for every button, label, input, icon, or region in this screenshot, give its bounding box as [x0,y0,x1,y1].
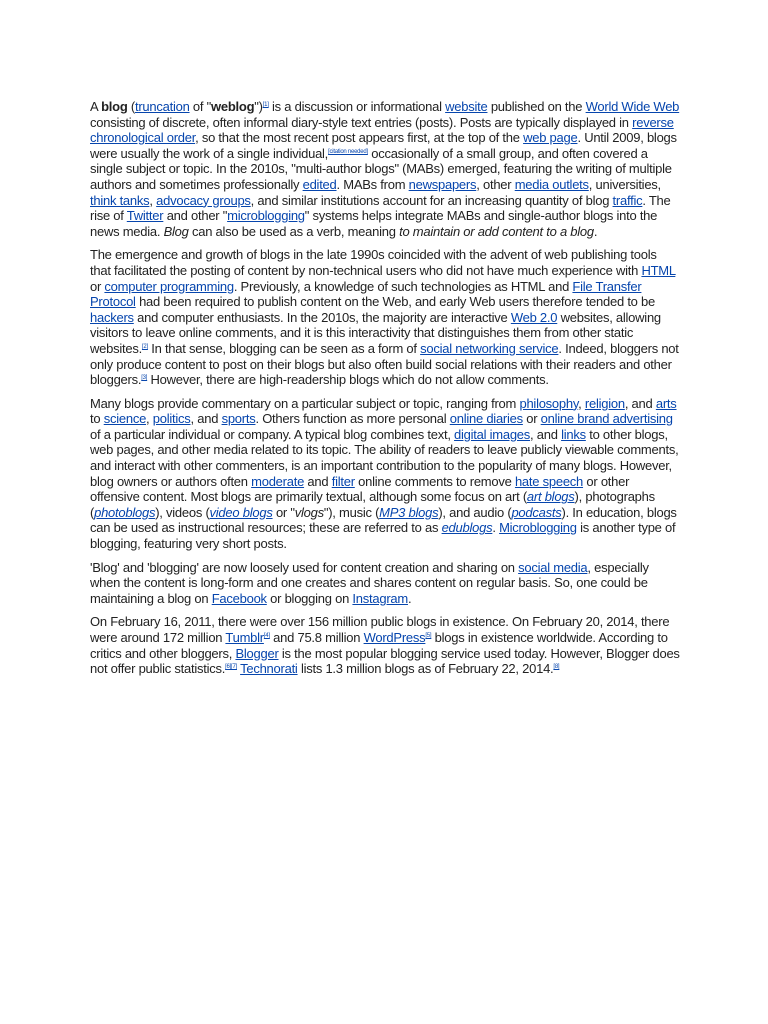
body-text: . Previously, a knowledge of such technologies as HTML and [233,278,573,294]
article-link[interactable]: newspapers [408,176,477,192]
body-text: weblog [211,99,255,114]
article-link[interactable]: hate speech [514,473,584,489]
body-text: or other offensive content. Most blogs are primarily textual, although some focus on art ( [90,473,630,505]
body-text: . Until 2009, blogs were usually the work of a single individual, [90,130,677,161]
body-text: Many blogs provide commentary on a particular subject or topic, ranging from [90,395,520,411]
article-link[interactable]: Instagram [352,590,408,606]
body-text: On February 16, 2011, there were over 156 million public blogs in existence. On February 20, 2014, there were around 172 million [90,614,670,645]
reference-link[interactable]: [citation needed] [328,148,368,155]
body-text: vlogs [294,504,324,520]
article-link[interactable]: hackers [90,309,134,325]
article-link[interactable]: Facebook [211,590,267,606]
body-text: or [90,278,105,294]
article-link[interactable]: traffic [612,192,643,208]
article-link[interactable]: WordPress [363,630,426,645]
article-link[interactable]: podcasts [511,504,562,520]
body-text: , other [476,176,515,192]
article-link[interactable]: truncation [134,99,190,114]
article-link[interactable]: MP3 blogs [379,504,439,520]
body-text: ), videos ( [155,504,210,520]
reference-link[interactable]: [5] [425,633,432,639]
reference-link[interactable]: [2] [141,343,148,350]
article-link[interactable]: online diaries [449,411,523,427]
reference-link[interactable]: [6][7] [225,664,237,671]
body-text: 'Blog' and 'blogging' are now loosely used for content creation and sharing on [90,559,519,575]
body-text: , [146,411,153,427]
body-text: In that sense, blogging can be seen as a form of [147,340,421,356]
article-link[interactable]: Web 2.0 [510,309,558,325]
article-link[interactable]: photoblogs [94,504,156,520]
body-text: of " [189,99,211,114]
article-link[interactable]: philosophy [519,395,579,411]
paragraph-social-media [90,560,680,607]
article-link[interactable]: science [103,411,147,427]
article-link[interactable]: microblogging [227,208,305,224]
body-text: blogs in existence worldwide. According to critics and other bloggers, [90,630,668,661]
article-link[interactable]: social networking service [420,340,559,356]
body-text: is the most popular blogging service used today. However, Blogger does not offer public statistics. [90,645,680,677]
body-text: to other blogs, web pages, and other media related to its topic. The ability of readers to leave publicly viewable comments, and interact with other commenters, is an important contribution to the popularity of many blogs. However, blog owners or authors often [90,426,679,489]
article-link[interactable]: computer programming [104,278,234,294]
article-link[interactable]: filter [331,473,355,489]
article-link[interactable]: HTML [641,262,676,278]
body-text: " systems helps integrate MABs and single-author blogs into the news media. [90,208,658,239]
article-link[interactable]: moderate [251,473,305,489]
paragraph-definition [90,99,680,239]
article-body [90,99,680,685]
paragraph-topics [90,396,680,552]
article-link[interactable]: web page [523,130,578,146]
article-link[interactable]: digital images [454,426,531,442]
reference-superscript [225,664,237,670]
body-text: . [593,223,598,239]
body-text: , and similar institutions account for an increasing quantity of blog [250,192,613,208]
article-link[interactable]: Tumblr [225,630,264,645]
body-text: or blogging on [266,590,353,606]
body-text: blog [101,99,128,114]
article-link[interactable]: edited [302,176,337,192]
article-link[interactable]: Blogger [235,645,279,661]
body-text: to maintain or add content to a blog [399,223,594,239]
article-link[interactable]: advocacy groups [156,192,251,208]
body-text: ), and audio ( [438,504,512,520]
article-link[interactable]: politics [152,411,191,427]
body-text: can also be used as a verb, meaning [188,223,400,239]
body-text: ") [254,99,263,114]
article-link[interactable]: Microblogging [499,520,577,536]
body-text: and computer enthusiasts. In the 2010s, the majority are interactive [133,309,511,325]
article-link[interactable]: art blogs [526,489,575,505]
body-text: online comments to remove [354,473,515,489]
article-link[interactable]: media outlets [514,176,589,192]
body-text: "), music ( [323,504,380,520]
body-text: ). In education, blogs can be used as instructional resources; these are referred to as [90,504,677,536]
body-text: . The rise of [90,192,671,224]
body-text: had been required to publish content on the Web, and early Web users therefore tended to be [135,294,655,310]
paragraph-statistics [90,614,680,676]
article-link[interactable]: think tanks [90,192,150,208]
body-text: , [149,192,157,208]
body-text: lists 1.3 million blogs as of February 22, 2014. [297,661,554,677]
article-link[interactable]: File Transfer Protocol [90,278,642,310]
article-link[interactable]: Twitter [126,208,164,224]
reference-link[interactable]: [3] [141,375,148,382]
body-text: is another type of blogging, featuring very short posts. [90,520,676,552]
body-text: However, there are high-readership blogs which do not allow comments. [147,372,549,388]
body-text: and [304,473,332,489]
reference-superscript [328,149,368,155]
reference-link[interactable]: [4] [263,633,270,639]
body-text: and other " [163,208,228,224]
body-text: occasionally of a small group, and often covered a single subject or topic. In the 2010s, "multi-author blogs" (MABs) emerged, featuring the writing of multiple authors and sometimes professionally [90,145,672,192]
body-text: published on the [487,99,586,114]
body-text: ), photographs ( [90,489,655,520]
article-link[interactable]: website [445,99,488,114]
reference-link[interactable]: [8] [553,664,560,671]
body-text: , universities, [588,176,661,192]
article-link[interactable]: edublogs [441,520,493,536]
reference-superscript [553,664,559,670]
body-text: websites, allowing visitors to leave online comments, and it is this interactivity that distinguishes them from other static websites. [90,309,661,356]
body-text: , and [624,395,656,411]
article-link[interactable]: reverse chronological order [90,114,674,146]
article-link[interactable]: video blogs [209,504,273,520]
body-text: . Indeed, bloggers not only produce content to post on their blogs but also often build social relations with their readers and other bloggers. [90,340,679,388]
paragraph-history [90,247,680,387]
body-text: , especially when the content is long-form and one creates and shares content on regular basis. So, one could be maintaining a blog on [90,559,649,606]
body-text: , [578,395,585,411]
article-link[interactable]: World Wide Web [585,99,680,114]
body-text: Blog [163,223,189,239]
article-link[interactable]: online brand advertising [540,411,673,427]
body-text: . [407,590,412,606]
body-text: or " [272,504,295,520]
body-text: The emergence and growth of blogs in the late 1990s coincided with the advent of web publishing tools that facilitated the posting of content by non-technical users who did not have much experience with [90,247,657,278]
article-link[interactable]: Technorati [240,661,298,677]
body-text: is a discussion or informational [268,99,446,114]
body-text: and 75.8 million [269,630,364,645]
body-text: . Others function as more personal [255,411,450,427]
article-link[interactable]: social media [518,559,588,575]
body-text: ( [127,99,135,114]
body-text: , so that the most recent post appears first, at the top of the [195,130,524,146]
body-text: consisting of discrete, often informal diary-style text entries (posts). Posts are typically displayed in [90,114,633,130]
reference-link[interactable]: [1] [262,102,269,108]
article-link[interactable]: links [561,426,586,442]
body-text: of a particular individual or company. A typical blog combines text, [90,426,455,442]
body-text: . [492,520,500,536]
body-text: , and [190,411,222,427]
body-text: A [90,99,102,114]
body-text: . MABs from [336,176,409,192]
body-text: to [90,411,104,427]
body-text: or [522,411,541,427]
body-text: , and [530,426,562,442]
article-link[interactable]: religion [584,395,625,411]
article-link[interactable]: sports [221,411,256,427]
article-link[interactable]: arts [655,395,677,411]
